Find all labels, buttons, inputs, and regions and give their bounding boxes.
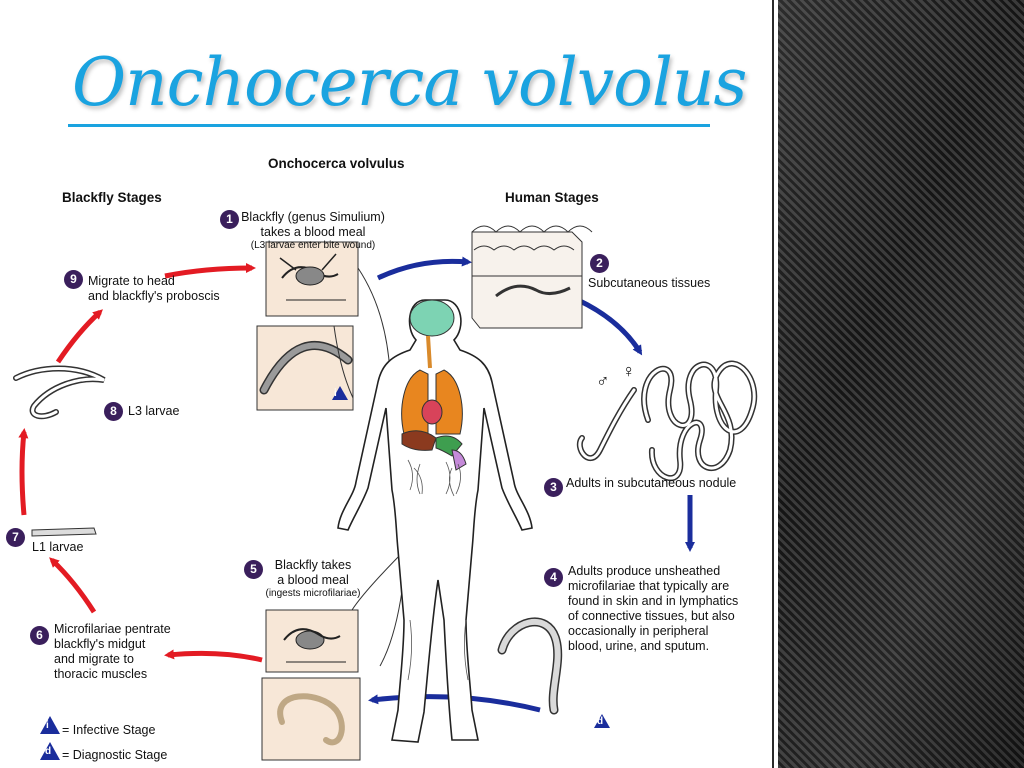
arrow-2-to-3 xyxy=(578,300,640,352)
panel-divider xyxy=(772,0,774,768)
step-1-line-1: Blackfly (genus Simulium) xyxy=(241,210,385,224)
step-4-line-1: Adults produce unsheathed xyxy=(568,564,721,578)
step-5-line-2: a blood meal xyxy=(277,573,349,587)
arrow-1-to-2 xyxy=(378,261,468,278)
step-6-line-2: blackfly's midgut xyxy=(54,637,146,651)
title-underline xyxy=(68,124,710,127)
step-6-line-3: and migrate to xyxy=(54,652,134,666)
skin-section-image xyxy=(472,226,592,328)
step-6-line-4: thoracic muscles xyxy=(54,667,148,681)
step-5-line-1: Blackfly takes xyxy=(274,558,352,572)
human-body-figure xyxy=(338,300,532,742)
step-1-text xyxy=(240,210,386,252)
arrow-6-to-7 xyxy=(52,560,94,612)
step-9-text xyxy=(88,274,220,304)
step-1-line-2: takes a blood meal xyxy=(260,225,366,239)
arrow-8-to-9 xyxy=(58,312,100,362)
step-4-text xyxy=(568,564,738,654)
legend-diagnostic-symbol: d xyxy=(45,746,52,757)
step-6-text xyxy=(54,622,171,682)
infective-symbol-step1: i xyxy=(334,388,337,399)
arrow-7-to-8 xyxy=(22,432,24,515)
arrow-5-to-6 xyxy=(168,653,262,660)
step-8-text: L3 larvae xyxy=(128,404,180,418)
diagram-title: Onchocerca volvulus xyxy=(268,156,405,171)
step-5-note: (ingests microfilariae) xyxy=(265,588,361,599)
blackfly-bite-image xyxy=(266,242,358,316)
blackfly-stages-header: Blackfly Stages xyxy=(62,190,162,205)
step-2-text: Subcutaneous tissues xyxy=(588,276,711,290)
diagnostic-symbol-step4: d xyxy=(597,716,604,727)
step-1-note: (L3 larvae enter bite wound) xyxy=(250,240,376,251)
step-7-text: L1 larvae xyxy=(32,540,84,554)
legend-diagnostic-label: = Diagnostic Stage xyxy=(62,748,168,762)
male-symbol: ♂ xyxy=(596,371,610,391)
female-symbol: ♀ xyxy=(622,361,636,381)
step-4-line-5: occasionally in peripheral xyxy=(568,624,709,638)
step-4-line-3: found in skin and in lymphatics xyxy=(568,594,739,608)
blackfly-cycle-arrows xyxy=(22,268,262,660)
step-9-line-2: and blackfly's proboscis xyxy=(88,289,220,303)
l1-larva-image xyxy=(32,528,96,536)
step-badge-9: 9 xyxy=(64,270,83,289)
step-3-text: Adults in subcutaneous nodule xyxy=(566,476,737,490)
step-6-line-1: Microfilariae pentrate xyxy=(54,622,171,636)
step-badge-1: 1 xyxy=(220,210,239,229)
legend-infective-symbol: i xyxy=(46,720,49,731)
step-9-line-1: Migrate to head xyxy=(88,274,175,288)
l3-larva-image xyxy=(16,369,104,417)
microfilaria-image xyxy=(502,622,558,710)
step-badge-5: 5 xyxy=(244,560,263,579)
life-cycle-diagram xyxy=(0,150,770,768)
step-badge-4: 4 xyxy=(544,568,563,587)
ingested-microfilaria-image xyxy=(262,678,360,760)
carbon-fiber-panel xyxy=(778,0,1024,768)
human-stages-header: Human Stages xyxy=(505,190,599,205)
step-4-line-4: of connective tissues, but also xyxy=(568,609,735,623)
step-badge-7: 7 xyxy=(6,528,25,547)
step-badge-8: 8 xyxy=(104,402,123,421)
step-4-line-6: blood, urine, and sputum. xyxy=(568,639,710,653)
step-badge-2: 2 xyxy=(590,254,609,273)
legend-infective-label: = Infective Stage xyxy=(62,723,156,737)
step-badge-3: 3 xyxy=(544,478,563,497)
step-4-line-2: microfilariae that typically are xyxy=(568,579,730,593)
slide-title: Onchocerca volvolus xyxy=(72,44,747,121)
step-badge-6: 6 xyxy=(30,626,49,645)
legend-infective-triangle xyxy=(40,716,60,734)
step-5-text xyxy=(258,558,368,600)
blackfly-feeding-image xyxy=(266,610,358,672)
